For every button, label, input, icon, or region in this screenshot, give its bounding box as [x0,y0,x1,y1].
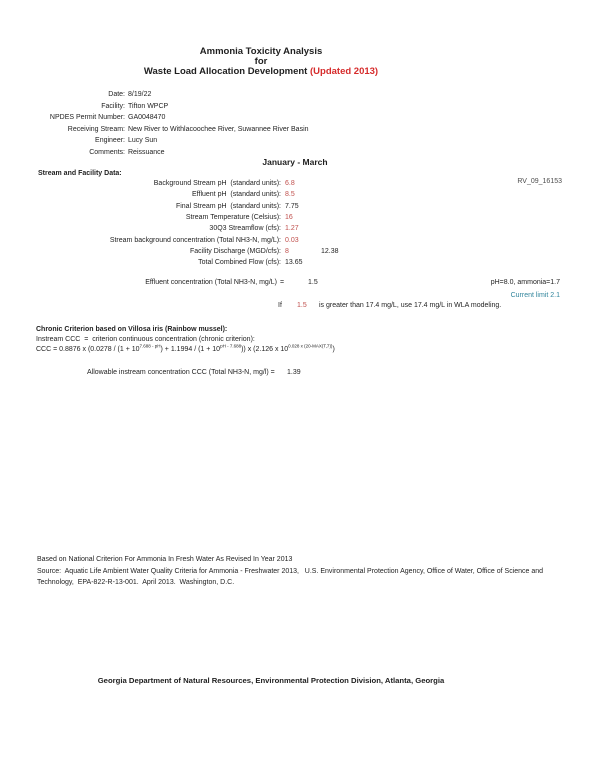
effluent-equals: = [280,279,285,286]
row-value-streamflow: 1.27 [285,225,299,233]
info-label-date: Date: [108,91,125,98]
row-label-streamflow: 30Q3 Streamflow (cfs): [209,225,281,233]
current-limit-note: Current limit 2.1 [510,292,560,299]
info-value-engineer: Lucy Sun [128,137,158,144]
page-title-line3 [144,67,378,78]
row-label-temperature: Stream Temperature (Celsius): [185,213,281,221]
footnote-source: Source: Aquatic Life Ambient Water Quality Criteria for Ammonia - Freshwater 2013, U.S. Environmental Protection Agency, Office of Water, Office of Science and [37,568,544,575]
info-label-facility: Facility: [101,102,125,110]
formula-exponent1: 7.688 - pH [139,343,161,349]
info-label-npdes: NPDES Permit Number: [49,114,125,121]
info-label-stream: Receiving Stream: [67,125,125,133]
effluent-label: Effluent concentration (Total NH3-N, mg/L) [145,279,277,286]
row-label-background-ph: Background Stream pH (standard units): [153,180,281,187]
chronic-formula [36,343,335,354]
formula-part2: ) + 1.1994 / (1 + 10 [160,346,221,353]
season-heading: January - March [262,156,328,167]
row-value-background-conc: 0.03 [285,236,299,244]
row-label-effluent-ph: Effluent pH (standard units): [192,191,281,199]
effluent-value: 1.5 [308,279,318,286]
formula-part1: CCC = 0.8876 x (0.0278 / (1 + 10 [36,346,140,353]
row-value-temperature: 16 [285,213,293,221]
info-value-date: 8/19/22 [128,91,152,98]
formula-part4: ) [332,346,335,353]
allowable-ccc-label: Allowable instream concentration CCC (Total NH3-N, mg/l) = [87,369,275,376]
footnote-basis: Based on National Criterion For Ammonia In Fresh Water As Revised In Year 2013 [37,556,293,563]
info-value-npdes: GA0048470 [128,114,166,121]
row-label-final-ph: Final Stream pH (standard units): [175,202,281,210]
formula-exponent2: pH - 7.688 [220,343,242,349]
row-extra-discharge-cfs: 12.38 [321,247,339,255]
stream-facility-heading: Stream and Facility Data: [38,170,122,177]
page-title-update: (Updated 2013) [310,66,379,78]
row-value-effluent-ph: 8.5 [285,191,295,199]
page-title-line2: for [254,55,268,67]
page-title-line3-text: Waste Load Allocation Development [143,66,310,78]
row-value-background-ph: 6.8 [285,180,295,187]
chronic-heading: Chronic Criterion based on Villosa iris (Rainbow mussel): [36,326,228,333]
info-label-engineer: Engineer: [95,137,125,144]
allowable-ccc-value: 1.39 [287,369,301,376]
reference-id: RV_09_16153 [517,178,562,185]
row-label-combined-flow: Total Combined Flow (cfs): [198,259,281,267]
row-value-combined-flow: 13.65 [285,259,303,267]
info-label-comments: Comments: [89,148,125,156]
row-label-discharge: Facility Discharge (MGD/cfs): [189,247,281,255]
info-value-comments: Reissuance [128,148,165,156]
condition-prefix: If [278,302,282,309]
effluent-side-note: pH=8.0, ammonia=1.7 [490,279,560,286]
formula-part3: )) x (2.126 x 10 [241,346,289,353]
page-title-line1: Ammonia Toxicity Analysis [199,45,323,57]
row-value-final-ph: 7.75 [285,202,299,210]
info-value-stream: New River to Withlacoochee River, Suwannee River Basin [128,125,309,133]
row-label-background-conc: Stream background concentration (Total NH3-N, mg/L): [109,236,281,244]
condition-suffix: is greater than 17.4 mg/L, use 17.4 mg/L in WLA modeling. [319,302,502,309]
condition-value: 1.5 [297,302,307,309]
formula-exponent3: 0.028 x (20-MAX(T,7)) [288,343,333,349]
row-value-discharge: 8 [285,247,289,255]
footnote-source-cont: Technology, EPA-822-R-13-001. April 2013. Washington, D.C. [37,578,235,586]
chronic-definition: Instream CCC = criterion continuous concentration (chronic criterion): [36,335,255,343]
info-value-facility: Tifton WPCP [128,102,169,110]
agency-footer: Georgia Department of Natural Resources, Environmental Protection Division, Atlanta, Georgia [97,676,445,685]
